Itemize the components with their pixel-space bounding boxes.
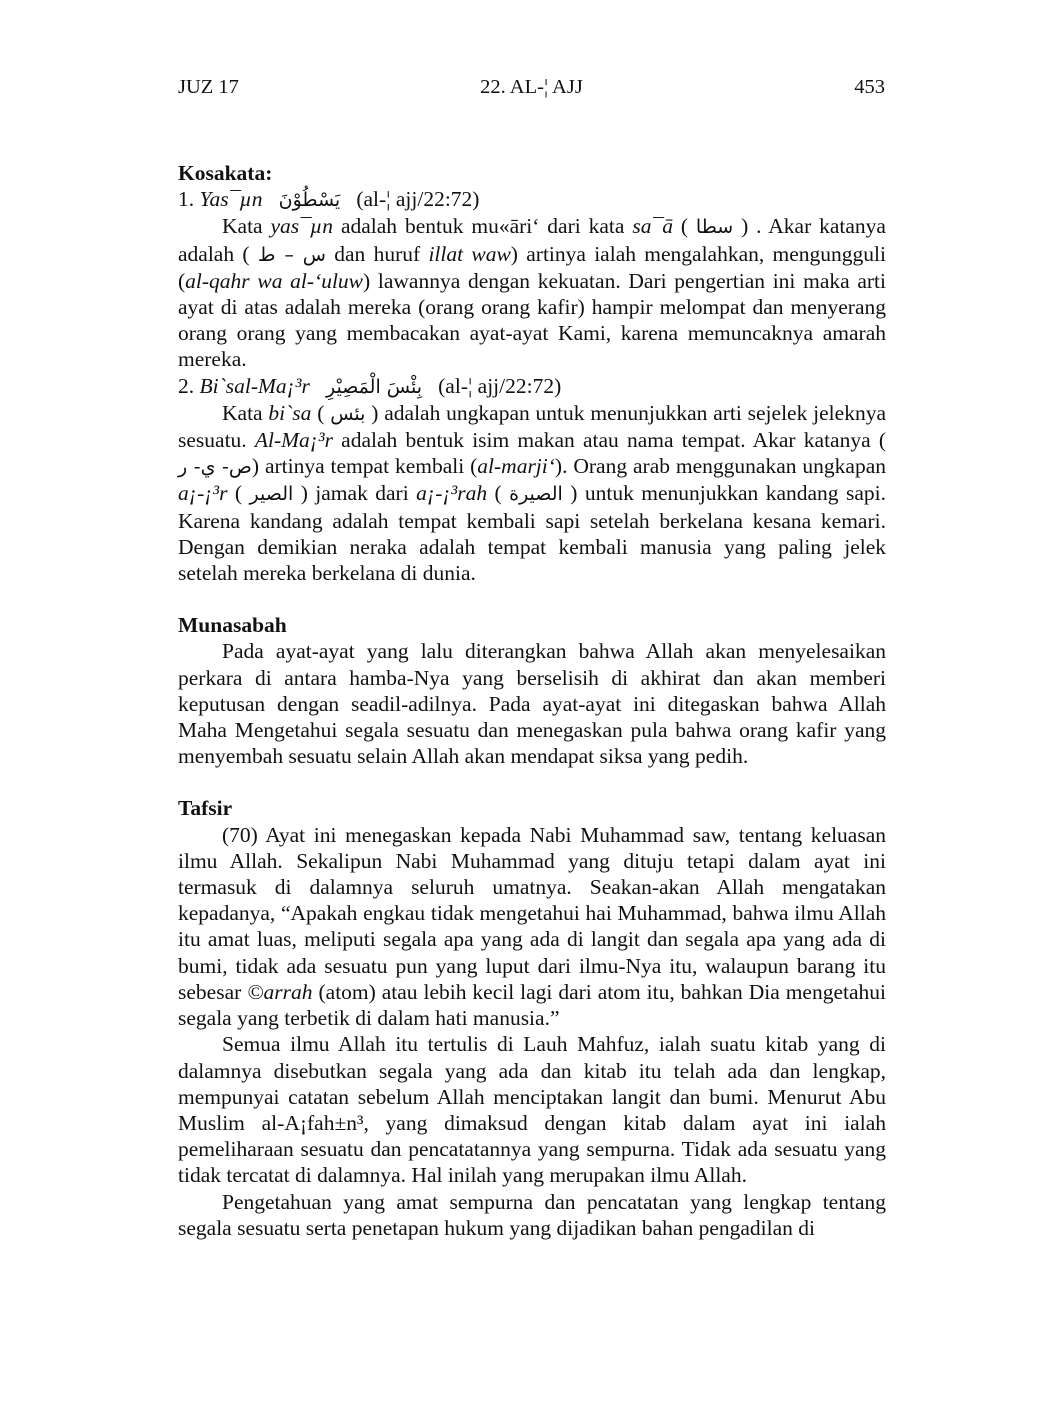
italic-term: al-marji‘	[477, 454, 555, 479]
italic-term: a¡-¡³r	[178, 481, 228, 506]
entry-number: 2.	[178, 373, 195, 398]
italic-term: bi`sa	[268, 400, 312, 425]
text-run: (70) Ayat ini menegaskan kepada Nabi Muhammad saw, tentang keluasan ilmu Allah. Sekalipun Nabi Muhammad yang dituju tetapi dalam ayat ini termasuk di dalamnya seluruh umatnya. Seakan-akan Allah mengatakan kepadanya, “Apakah engkau tidak mengetahui hai Muhammad, bahwa ilmu Allah itu amat luas, meliputi segala apa yang ada di langit dan segala apa yang ada di bumi, tidak ada sesuatu pun yang luput dari ilmu-Nya itu, walaupun barang itu sebesar	[178, 822, 886, 1004]
arabic-word: ص- ي- ر	[178, 456, 252, 479]
italic-term: illat waw	[428, 241, 511, 266]
text-run: (	[487, 481, 510, 506]
page-number: 453	[854, 76, 885, 98]
italic-term: sa¯ā	[632, 214, 673, 239]
italic-term: al-qahr wa al-‘uluw	[185, 268, 364, 293]
munasabah-paragraph: Pada ayat-ayat yang lalu diterangkan bahwa Allah akan menyelesaikan perkara di antara hamba-Nya yang berselisih di akhirat dan akan memberi keputusan dengan seadil-adilnya. Pada ayat-ayat ini ditegaskan bahwa Allah Maha Mengetahui segala sesuatu dan menegaskan pula bahwa orang kafir yang menyembah sesuatu selain Allah akan mendapat siksa yang pedih.	[178, 639, 886, 769]
italic-term: yas¯µn	[270, 214, 334, 239]
arabic-word: بئس	[330, 402, 366, 425]
text-run: ) untuk menunjukkan kandang sapi. Karena kandang adalah tempat kembali sapi setelah berkelana kesana kemari. Dengan demikian neraka adalah tempat kembali manusia yang paling jelek setelah mereka berkelana di dunia.	[178, 481, 886, 586]
arabic-word: س – ط	[257, 243, 326, 266]
entry-number: 1.	[178, 187, 195, 212]
tafsir-heading: Tafsir	[178, 796, 233, 821]
running-header-surah: 22. AL-¦ AJJ	[480, 76, 583, 98]
kosakata-heading: Kosakata:	[178, 161, 273, 185]
italic-term: Al-Ma¡³r	[254, 428, 333, 453]
page-body	[178, 160, 886, 1241]
text-run: (	[227, 481, 250, 506]
entry-term: Yas¯µn	[199, 187, 263, 212]
text-run: ) adalah ungkapan untuk menunjukkan arti sejelek jeleknya sesuatu.	[178, 400, 886, 453]
text-run: ) artinya tempat kembali (	[251, 454, 478, 479]
text-run: ) lawannya dengan kekuatan. Dari pengertian ini maka arti ayat di atas adalah mereka (orang orang kafir) hampir melompat dan menyerang orang orang yang membacakan ayat-ayat Kami, karena memuncaknya amarah mereka.	[178, 268, 886, 372]
vocab-paragraph-2	[178, 400, 886, 586]
tafsir-paragraph-3: Pengetahuan yang amat sempurna dan pencatatan yang lengkap tentang segala sesuatu serta penetapan hukum yang dijadikan bahan pengadilan di	[178, 1189, 886, 1240]
text-run: (	[672, 214, 696, 239]
arabic-word: سطا	[695, 216, 734, 239]
entry-arabic: بِئْسَ الْمَصِيْرِ	[325, 375, 423, 398]
text-run: (atom) atau lebih kecil lagi dari atom itu, bahkan Dia mengetahui segala yang terbetik di dalam hati manusia.”	[178, 979, 886, 1031]
vocab-entry-2	[178, 373, 886, 400]
text-run: ) artinya ialah mengalahkan, mengungguli (	[178, 241, 887, 293]
tafsir-paragraph-2: Semua ilmu Allah itu tertulis di Lauh Mahfuz, ialah suatu kitab yang di dalamnya disebutkan segala yang ada dan kitab itu telah ada dan lengkap, mempunyai catatan sebelum Allah menciptakan langit dan bumi. Menurut Abu Muslim al-A¡fah±n³, yang dimaksud dengan kitab dalam ayat ini ialah pemeliharaan sesuatu dan pencatatannya yang sempurna. Tidak ada sesuatu yang tidak tercatat di dalamnya. Hal inilah yang merupakan ilmu Allah.	[178, 1032, 886, 1188]
running-header-juz: JUZ 17	[178, 76, 239, 98]
tafsir-paragraph-1	[178, 822, 886, 1032]
text-run: adalah bentuk mu«āri‘ dari kata	[333, 214, 633, 239]
text-run: ) jamak dari	[293, 481, 417, 506]
munasabah-heading: Munasabah	[178, 613, 287, 638]
vocab-paragraph-1	[178, 213, 886, 372]
entry-reference: (al-¦ ajj/22:72)	[438, 373, 562, 398]
entry-term: Bi`sal-Ma¡³r	[199, 373, 310, 398]
text-run: ) . Akar katanya adalah (	[178, 214, 886, 266]
arabic-word: الصيرة	[509, 483, 563, 506]
vocab-entry-1	[178, 186, 886, 213]
italic-term: ©arrah	[247, 979, 313, 1004]
entry-arabic: يَسْطُوْنَ	[278, 189, 341, 212]
arabic-word: الصير	[249, 483, 294, 506]
text-run: (	[311, 400, 331, 425]
text-run: dan huruf	[325, 241, 429, 266]
text-run: Kata	[222, 214, 271, 239]
text-run: ). Orang arab menggunakan ungkapan	[554, 454, 886, 479]
entry-reference: (al-¦ ajj/22:72)	[356, 187, 480, 212]
text-run: adalah bentuk isim makan atau nama tempat. Akar katanya (	[332, 428, 886, 453]
italic-term: a¡-¡³rah	[416, 481, 488, 506]
text-run: Kata	[222, 400, 269, 425]
